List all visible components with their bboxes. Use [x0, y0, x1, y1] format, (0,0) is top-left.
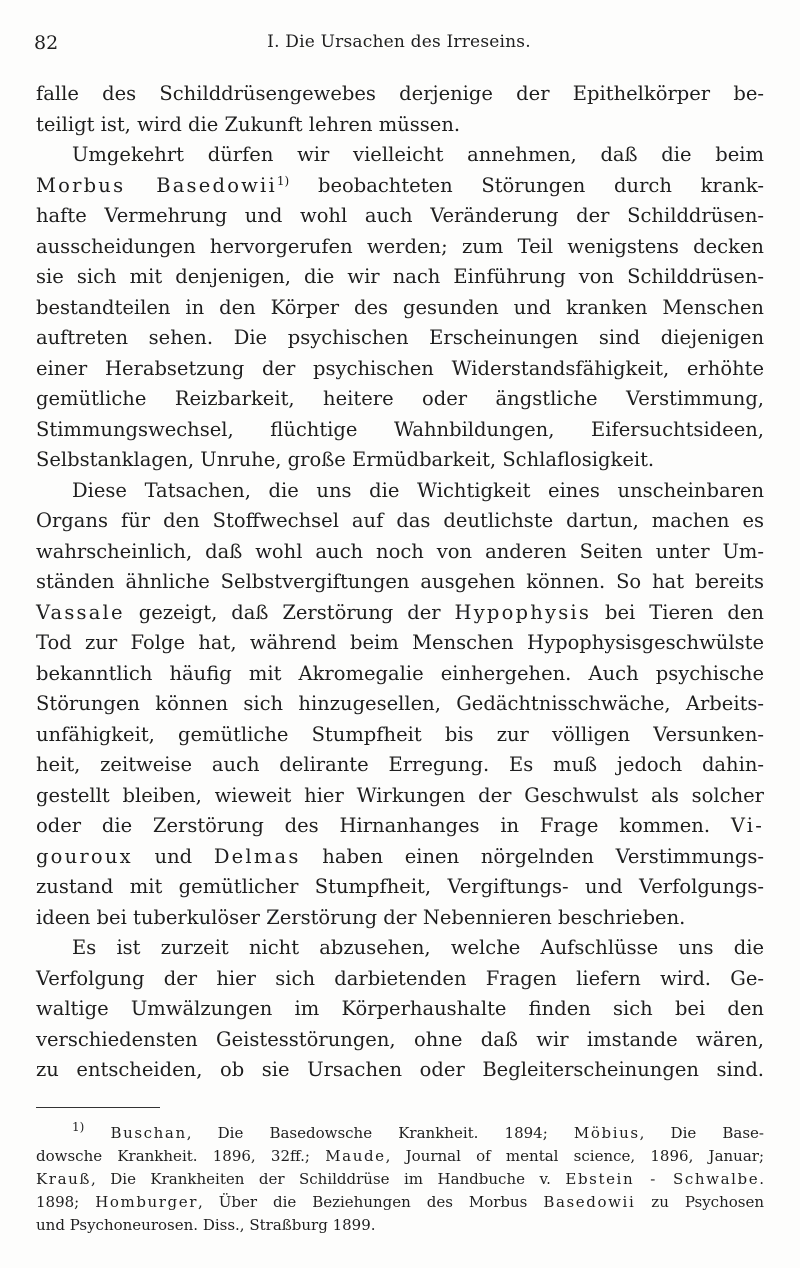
footnote-line — [36, 1191, 764, 1214]
spaced-term: Basedowii — [543, 1193, 636, 1211]
text-line: verschiedensten Geistesstörungen, ohne daß wir imstande wären, — [36, 1027, 764, 1051]
text-segment: bei Tieren den — [591, 600, 764, 624]
body-text — [36, 79, 764, 1086]
footnote-line: und Psychoneurosen. Diss., Straßburg 1899. — [36, 1216, 376, 1234]
text-line: ausscheidungen hervorgerufen werden; zum Teil wenigstens decken — [36, 234, 764, 258]
running-head: I. Die Ursachen des Irreseins. — [267, 32, 531, 52]
text-segment: , Die Krankheiten der Schilddrüse im Handbuche v. — [91, 1170, 566, 1188]
spaced-term: Möbius — [573, 1124, 640, 1142]
text-line — [36, 171, 764, 202]
text-segment: , Journal of mental science, 1896, Januar; — [385, 1147, 764, 1165]
text-line: zu entscheiden, ob sie Ursachen oder Begleiterscheinungen sind. — [36, 1058, 764, 1081]
text-segment: und — [132, 844, 214, 868]
text-line: Diese Tatsachen, die uns die Wichtigkeit eines unscheinbaren — [72, 478, 764, 502]
spaced-term: Morbus Basedowii — [36, 173, 277, 197]
text-line: gestellt bleiben, wieweit hier Wirkungen der Geschwulst als solcher — [36, 783, 764, 807]
text-segment: dowsche Krankheit. 1896, 32ff.; — [36, 1147, 326, 1165]
text-line — [36, 842, 764, 873]
text-line: bekanntlich häufig mit Akromegalie einhergehen. Auch psychische — [36, 661, 764, 685]
text-segment: haben einen nörgelnden Verstimmungs- — [300, 844, 764, 868]
text-segment: . — [759, 1170, 764, 1188]
spaced-term: Vi- — [730, 814, 764, 837]
spaced-term: Homburger — [95, 1193, 199, 1211]
spaced-term: Ebstein - Schwalbe — [565, 1170, 760, 1188]
text-line: heit, zeitweise auch delirante Erregung. Es muß jedoch dahin- — [36, 753, 764, 776]
footnotes — [36, 1122, 764, 1237]
text-line: einer Herabsetzung der psychischen Widerstandsfähigkeit, erhöhte — [36, 356, 764, 380]
text-line: wahrscheinlich, daß wohl auch noch von anderen Seiten unter Um- — [36, 539, 764, 563]
text-line: Selbstanklagen, Unruhe, große Ermüdbarkeit, Schlaflosigkeit. — [36, 448, 655, 471]
text-line: ideen bei tuberkulöser Zerstörung der Nebennieren beschrieben. — [36, 905, 686, 929]
footnote-line — [36, 1122, 764, 1145]
text-line: ständen ähnliche Selbstvergiftungen ausgehen können. So hat bereits — [36, 570, 764, 593]
text-segment: , Über die Beziehungen des Morbus — [198, 1193, 544, 1211]
text-line — [36, 598, 764, 629]
page-number: 82 — [34, 32, 59, 54]
text-segment: gezeigt, daß Zerstörung der — [124, 600, 455, 624]
spaced-term: Vassale — [36, 600, 125, 624]
spaced-term: Maude — [325, 1147, 386, 1165]
footnote-line — [36, 1145, 764, 1168]
text-line — [36, 811, 764, 842]
footnote-divider — [36, 1107, 160, 1108]
footnote-reference: 1) — [276, 173, 290, 188]
page-header — [34, 32, 764, 58]
text-segment: zu Psychosen — [635, 1193, 765, 1211]
text-line: falle des Schilddrüsengewebes derjenige der Epithelkörper be- — [36, 82, 764, 105]
text-line: Es ist zurzeit nicht abzusehen, welche Aufschlüsse uns die — [72, 936, 764, 959]
text-line: Umgekehrt dürfen wir vielleicht annehmen, daß die beim — [72, 143, 764, 166]
spaced-term: Buschan — [110, 1124, 187, 1142]
text-line: hafte Vermehrung und wohl auch Veränderung der Schilddrüsen- — [36, 204, 764, 227]
spaced-term: Krauß — [36, 1170, 91, 1188]
text-line: Organs für den Stoffwechsel auf das deutlichste dartun, machen es — [36, 509, 764, 532]
text-line: unfähigkeit, gemütliche Stumpfheit bis zur völligen Versunken- — [36, 722, 764, 746]
text-line: Tod zur Folge hat, während beim Menschen Hypophysisgeschwülste — [36, 631, 764, 654]
text-segment: 1898; — [36, 1193, 96, 1211]
spaced-term: gouroux — [36, 844, 133, 868]
text-segment: , Die Basedowsche Krankheit. 1894; — [186, 1124, 574, 1142]
text-line: auftreten sehen. Die psychischen Erscheinungen sind diejenigen — [36, 326, 764, 349]
spaced-term: Delmas — [213, 844, 301, 868]
footnote-marker: 1) — [72, 1120, 85, 1134]
text-line: sie sich mit denjenigen, die wir nach Einführung von Schilddrüsen- — [36, 265, 764, 288]
text-line: Verfolgung der hier sich darbietenden Fragen liefern wird. Ge- — [36, 966, 764, 990]
text-line: teiligt ist, wird die Zukunft lehren müssen. — [36, 112, 461, 136]
spaced-term: Hypophysis — [454, 600, 592, 624]
text-line: zustand mit gemütlicher Stumpfheit, Vergiftungs- und Verfolgungs- — [36, 875, 764, 898]
footnote-line — [36, 1168, 764, 1191]
text-segment: , Die Base- — [639, 1124, 764, 1142]
text-segment: beobachteten Störungen durch krank- — [289, 173, 764, 197]
text-line: waltige Umwälzungen im Körperhaushalte finden sich bei den — [36, 997, 764, 1020]
text-line: bestandteilen in den Körper des gesunden und kranken Menschen — [36, 295, 764, 319]
text-line: gemütliche Reizbarkeit, heitere oder ängstliche Verstimmung, — [36, 387, 764, 410]
text-segment: oder die Zerstörung des Hirnanhanges in Frage kommen. — [36, 814, 731, 837]
text-line: Störungen können sich hinzugesellen, Gedächtnisschwäche, Arbeits- — [36, 692, 764, 715]
text-line: Stimmungswechsel, flüchtige Wahnbildungen, Eifersuchtsideen, — [36, 417, 764, 441]
